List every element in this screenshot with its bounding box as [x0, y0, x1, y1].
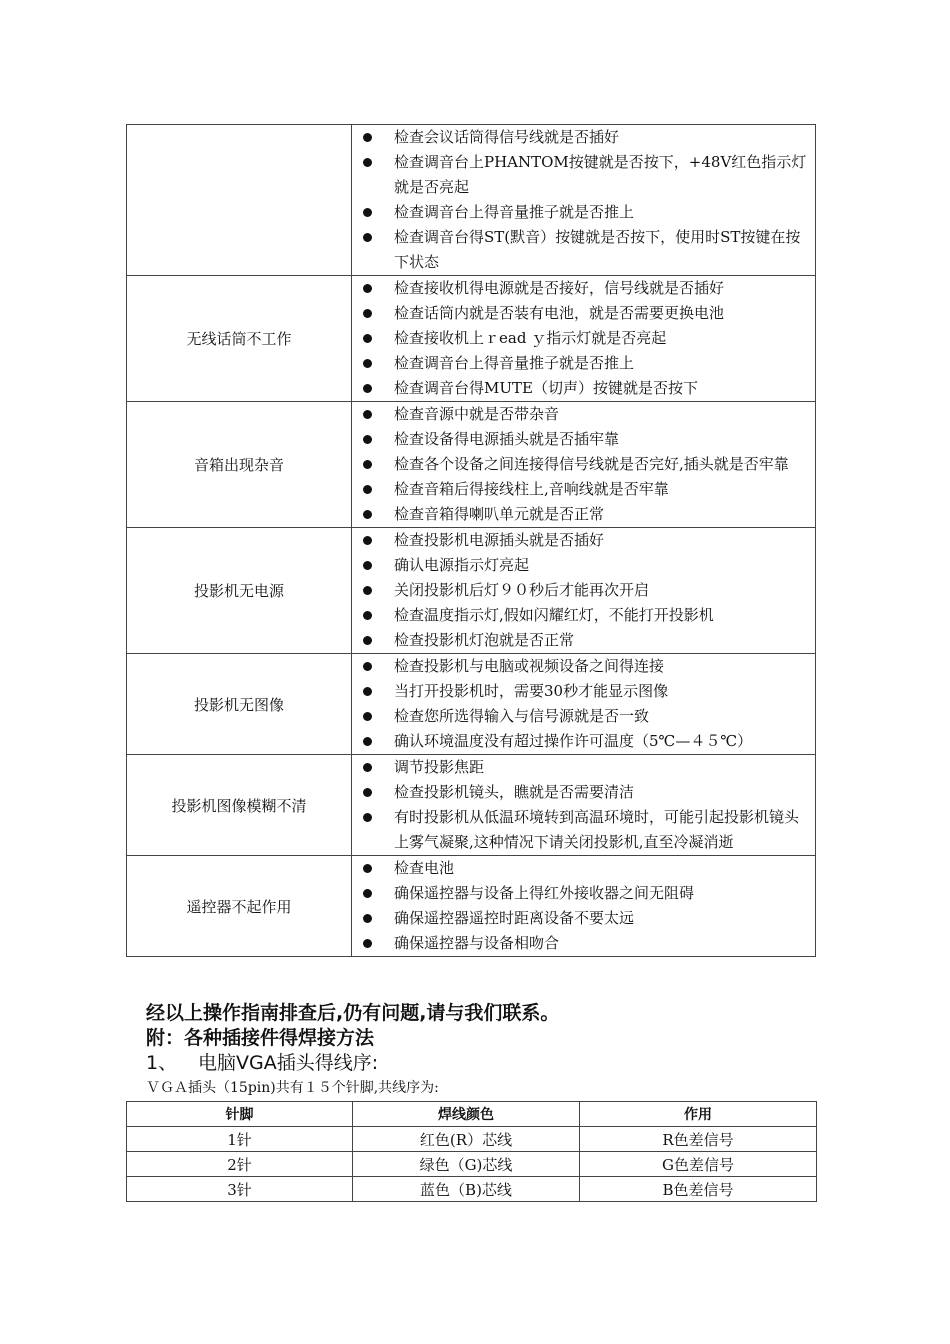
vga-pin-table — [126, 1101, 817, 1202]
bullet-icon — [363, 788, 372, 797]
check-item-text: 检查音箱后得接线柱上,音响线就是否牢靠 — [394, 480, 669, 498]
wire-color-cell: 蓝色（B)芯线 — [353, 1177, 580, 1202]
check-item — [362, 881, 807, 906]
check-item-text: 检查调音台上得音量推子就是否推上 — [394, 203, 635, 221]
check-item-text: 检查接收机上ｒead ｙ指示灯就是否亮起 — [394, 329, 667, 347]
check-item-text: 检查音箱得喇叭单元就是否正常 — [394, 505, 605, 523]
pin-cell: 2针 — [127, 1152, 353, 1177]
check-item-text: 检查话筒内就是否装有电池，就是否需要更换电池 — [394, 304, 725, 322]
bullet-icon — [363, 864, 372, 873]
check-list — [362, 755, 807, 855]
bullet-icon — [363, 309, 372, 318]
bullet-icon — [363, 435, 372, 444]
checks-cell — [352, 755, 816, 856]
bullet-icon — [363, 939, 372, 948]
check-item-text: 检查投影机镜头，瞧就是否需要清洁 — [394, 783, 635, 801]
check-item-text: 确保遥控器与设备上得红外接收器之间无阻碍 — [394, 884, 695, 902]
check-item — [362, 729, 807, 754]
check-item — [362, 301, 807, 326]
section-heading — [146, 1050, 378, 1076]
check-item — [362, 578, 807, 603]
check-item — [362, 125, 807, 150]
troubleshooting-row — [127, 755, 816, 856]
function-cell: B色差信号 — [580, 1177, 817, 1202]
bullet-icon — [363, 334, 372, 343]
appendix-title: 附：各种插接件得焊接方法 — [146, 1027, 375, 1049]
problem-cell: 投影机无电源 — [127, 528, 352, 654]
check-item — [362, 755, 807, 780]
check-item — [362, 477, 807, 502]
check-item — [362, 150, 807, 200]
check-item — [362, 704, 807, 729]
check-item — [362, 805, 807, 855]
section-number: 1、 — [146, 1052, 178, 1074]
bullet-icon — [363, 914, 372, 923]
check-list — [362, 276, 807, 401]
check-item-text: 检查投影机与电脑或视频设备之间得连接 — [394, 657, 665, 675]
function-cell: G色差信号 — [580, 1152, 817, 1177]
check-item — [362, 553, 807, 578]
check-item-text: 确认环境温度没有超过操作许可温度（5℃—４５℃） — [394, 732, 753, 750]
bullet-icon — [363, 510, 372, 519]
troubleshooting-row — [127, 528, 816, 654]
bullet-icon — [363, 737, 372, 746]
bullet-icon — [363, 611, 372, 620]
check-item-text: 有时投影机从低温环境转到高温环境时，可能引起投影机镜头上雾气凝聚,这种情况下请关闭投影机,直至冷凝消逝 — [394, 808, 800, 851]
check-item — [362, 654, 807, 679]
check-item-text: 关闭投影机后灯９０秒后才能再次开启 — [394, 581, 650, 599]
check-item — [362, 679, 807, 704]
problem-cell — [127, 125, 352, 276]
vga-description: ＶＧＡ插头（15pin)共有１５个针脚,共线序为: — [146, 1080, 439, 1096]
pin-row — [127, 1152, 817, 1177]
problem-cell: 投影机无图像 — [127, 654, 352, 755]
check-item — [362, 351, 807, 376]
check-item-text: 调节投影焦距 — [394, 758, 485, 776]
check-item — [362, 427, 807, 452]
troubleshooting-row — [127, 856, 816, 957]
closing-note: 经以上操作指南排查后,仍有问题,请与我们联系。 — [146, 1002, 560, 1024]
check-item-text: 检查接收机得电源就是否接好，信号线就是否插好 — [394, 279, 725, 297]
bullet-icon — [363, 712, 372, 721]
header-pin: 针脚 — [127, 1102, 353, 1127]
check-item — [362, 452, 807, 477]
bullet-icon — [363, 208, 372, 217]
bullet-icon — [363, 536, 372, 545]
bullet-icon — [363, 889, 372, 898]
check-item-text: 检查投影机灯泡就是否正常 — [394, 631, 575, 649]
check-item — [362, 276, 807, 301]
check-item — [362, 528, 807, 553]
check-item — [362, 326, 807, 351]
bullet-icon — [363, 384, 372, 393]
wire-color-cell: 绿色（G)芯线 — [353, 1152, 580, 1177]
wire-color-cell: 红色(R）芯线 — [353, 1127, 580, 1152]
check-item-text: 检查调音台得MUTE（切声）按键就是否按下 — [394, 379, 698, 397]
check-item-text: 检查音源中就是否带杂音 — [394, 405, 560, 423]
check-item — [362, 502, 807, 527]
troubleshooting-row — [127, 276, 816, 402]
bullet-icon — [363, 133, 372, 142]
section-title: 电脑VGA插头得线序: — [198, 1052, 379, 1074]
check-list — [362, 402, 807, 527]
troubleshooting-row — [127, 125, 816, 276]
check-item-text: 确保遥控器与设备相吻合 — [394, 934, 560, 952]
check-list — [362, 856, 807, 956]
checks-cell — [352, 528, 816, 654]
bullet-icon — [363, 763, 372, 772]
pin-table-body — [127, 1127, 817, 1202]
troubleshooting-row — [127, 654, 816, 755]
bullet-icon — [363, 158, 372, 167]
problem-cell: 音箱出现杂音 — [127, 402, 352, 528]
troubleshooting-table — [126, 124, 816, 957]
header-function: 作用 — [580, 1102, 817, 1127]
problem-cell: 无线话筒不工作 — [127, 276, 352, 402]
checks-cell — [352, 125, 816, 276]
bullet-icon — [363, 586, 372, 595]
check-item — [362, 780, 807, 805]
check-item-text: 检查各个设备之间连接得信号线就是否完好,插头就是否牢靠 — [394, 455, 789, 473]
check-item-text: 检查调音台得ST(默音）按键就是否按下，使用时ST按键在按下状态 — [394, 228, 801, 271]
check-item — [362, 376, 807, 401]
bullet-icon — [363, 485, 372, 494]
check-item — [362, 603, 807, 628]
pin-cell: 3针 — [127, 1177, 353, 1202]
pin-row — [127, 1177, 817, 1202]
pin-table-header-row — [127, 1102, 817, 1127]
check-list — [362, 125, 807, 275]
function-cell: R色差信号 — [580, 1127, 817, 1152]
bullet-icon — [363, 460, 372, 469]
check-item — [362, 225, 807, 275]
check-item — [362, 628, 807, 653]
troubleshooting-table-body — [127, 125, 816, 957]
check-item-text: 当打开投影机时，需要30秒才能显示图像 — [394, 682, 669, 700]
check-item — [362, 856, 807, 881]
check-item-text: 检查投影机电源插头就是否插好 — [394, 531, 605, 549]
check-item-text: 检查调音台上得音量推子就是否推上 — [394, 354, 635, 372]
check-item-text: 检查设备得电源插头就是否插牢靠 — [394, 430, 620, 448]
check-list — [362, 528, 807, 653]
checks-cell — [352, 276, 816, 402]
check-item-text: 确保遥控器遥控时距离设备不要太远 — [394, 909, 635, 927]
check-item-text: 检查会议话筒得信号线就是否插好 — [394, 128, 620, 146]
bullet-icon — [363, 233, 372, 242]
header-wire-color: 焊线颜色 — [353, 1102, 580, 1127]
pin-row — [127, 1127, 817, 1152]
bullet-icon — [363, 284, 372, 293]
bullet-icon — [363, 359, 372, 368]
check-item-text: 确认电源指示灯亮起 — [394, 556, 530, 574]
checks-cell — [352, 402, 816, 528]
bullet-icon — [363, 410, 372, 419]
check-item — [362, 200, 807, 225]
checks-cell — [352, 654, 816, 755]
check-item-text: 检查电池 — [394, 859, 455, 877]
check-item-text: 检查调音台上PHANTOM按键就是否按下，+48V红色指示灯就是否亮起 — [394, 153, 807, 196]
problem-cell: 投影机图像模糊不清 — [127, 755, 352, 856]
bullet-icon — [363, 636, 372, 645]
problem-cell: 遥控器不起作用 — [127, 856, 352, 957]
check-item — [362, 402, 807, 427]
check-item — [362, 906, 807, 931]
troubleshooting-row — [127, 402, 816, 528]
check-list — [362, 654, 807, 754]
check-item-text: 检查您所选得输入与信号源就是否一致 — [394, 707, 650, 725]
check-item-text: 检查温度指示灯,假如闪耀红灯，不能打开投影机 — [394, 606, 714, 624]
check-item — [362, 931, 807, 956]
bullet-icon — [363, 561, 372, 570]
checks-cell — [352, 856, 816, 957]
bullet-icon — [363, 813, 372, 822]
bullet-icon — [363, 662, 372, 671]
bullet-icon — [363, 687, 372, 696]
pin-cell: 1针 — [127, 1127, 353, 1152]
